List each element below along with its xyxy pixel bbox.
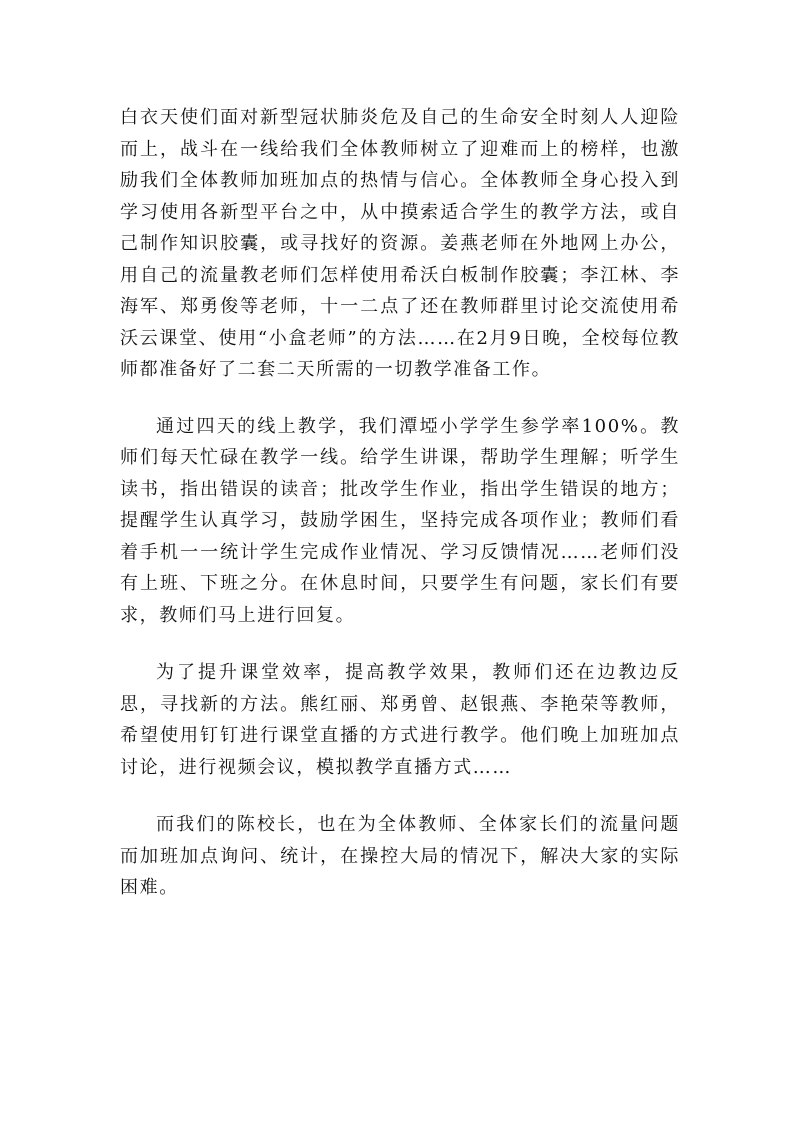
paragraph-4: 而我们的陈校长，也在为全体教师、全体家长们的流量问题而加班加点询问、统计，在操控大局的情况下，解决大家的实际困难。 bbox=[120, 814, 680, 898]
document-body bbox=[120, 102, 680, 904]
paragraph-3: 为了提升课堂效率，提高教学效果，教师们还在边教边反思，寻找新的方法。熊红丽、郑勇曾、赵银燕、李艳荣等教师，希望使用钉钉进行课堂直播的方式进行教学。他们晚上加班加点讨论，进行视频会议，模拟教学直播方式…… bbox=[120, 662, 680, 778]
paragraph-1: 白衣天使们面对新型冠状肺炎危及自己的生命安全时刻人人迎险而上，战斗在一线给我们全体教师树立了迎难而上的榜样，也激励我们全体教师加班加点的热情与信心。全体教师全身心投入到学习使用各新型平台之中，从中摸索适合学生的教学方法，或自己制作知识胶囊，或寻找好的资源。姜燕老师在外地网上办公，用自己的流量教老师们怎样使用希沃白板制作胶囊；李江林、李海军、郑勇俊等老师，十一二点了还在教师群里讨论交流使用希沃云课堂、使用“小盒老师”的方法……在2月9日晚，全校每位教师都准备好了二套二天所需的一切教学准备工作。 bbox=[120, 107, 680, 380]
paragraph-2: 通过四天的线上教学，我们潭埡小学学生参学率100%。教师们每天忙碌在教学一线。给学生讲课，帮助学生理解；听学生读书，指出错误的读音；批改学生作业，指出学生错误的地方；提醒学生认真学习，鼓励学困生，坚持完成各项作业；教师们看着手机一一统计学生完成作业情况、学习反馈情况……老师们没有上班、下班之分。在休息时间，只要学生有问题，家长们有要求，教师们马上进行回复。 bbox=[120, 415, 680, 626]
